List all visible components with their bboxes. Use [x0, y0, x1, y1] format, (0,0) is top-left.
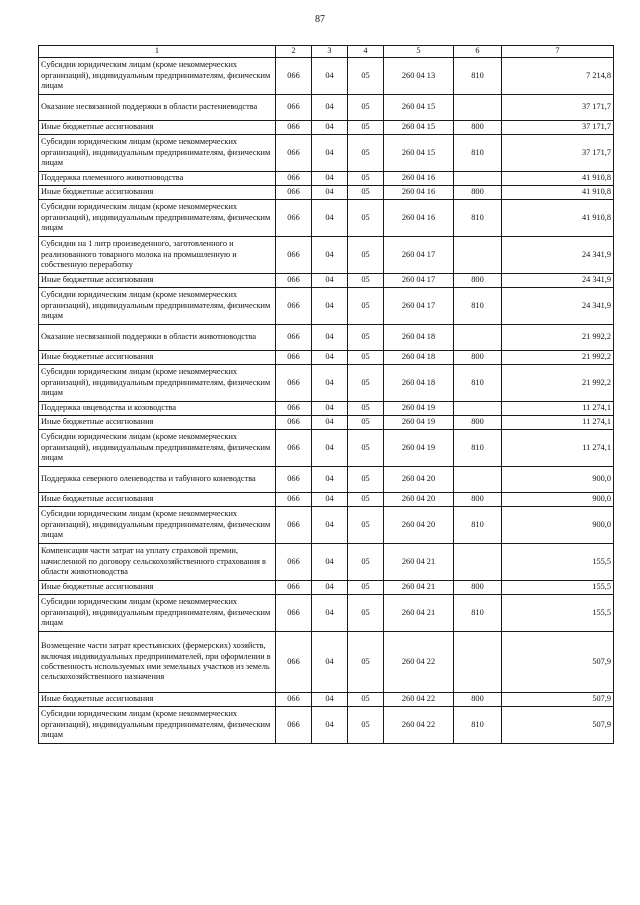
- row-code-expense-type: [454, 95, 502, 121]
- row-amount: 155,5: [502, 581, 614, 595]
- row-code-section: 04: [312, 430, 348, 467]
- row-code-target: 260 04 16: [384, 200, 454, 237]
- row-code-subsection: 05: [348, 325, 384, 351]
- row-code-ministry: 066: [276, 351, 312, 365]
- row-code-target: 260 04 19: [384, 416, 454, 430]
- row-description: Субсидии юридическим лицам (кроме некоммерческих организаций), индивидуальным предпринимателям, физическим лицам: [39, 135, 276, 172]
- row-amount: 11 274,1: [502, 416, 614, 430]
- row-code-target: 260 04 18: [384, 365, 454, 402]
- header-col-2: 2: [276, 46, 312, 58]
- row-amount: 21 992,2: [502, 351, 614, 365]
- table-row: [39, 237, 614, 274]
- row-description: Поддержка племенного животноводства: [39, 172, 276, 186]
- row-code-section: 04: [312, 325, 348, 351]
- row-description: Субсидии на 1 литр произведенного, заготовленного и реализованного товарного молока на промышленную и собственную переработку: [39, 237, 276, 274]
- row-code-ministry: 066: [276, 135, 312, 172]
- row-code-ministry: 066: [276, 467, 312, 493]
- row-code-subsection: 05: [348, 493, 384, 507]
- row-code-target: 260 04 15: [384, 95, 454, 121]
- header-col-6: 6: [454, 46, 502, 58]
- row-code-target: 260 04 20: [384, 507, 454, 544]
- row-description: Субсидии юридическим лицам (кроме некоммерческих организаций), индивидуальным предпринимателям, физическим лицам: [39, 707, 276, 744]
- row-code-subsection: 05: [348, 632, 384, 693]
- row-code-target: 260 04 17: [384, 274, 454, 288]
- table-row: [39, 58, 614, 95]
- row-code-target: 260 04 20: [384, 493, 454, 507]
- row-code-subsection: 05: [348, 121, 384, 135]
- row-code-ministry: 066: [276, 595, 312, 632]
- row-code-section: 04: [312, 237, 348, 274]
- table-row: [39, 95, 614, 121]
- row-description: Субсидии юридическим лицам (кроме некоммерческих организаций), индивидуальным предпринимателям, физическим лицам: [39, 365, 276, 402]
- row-amount: 24 341,9: [502, 274, 614, 288]
- row-code-subsection: 05: [348, 507, 384, 544]
- row-code-section: 04: [312, 365, 348, 402]
- row-code-section: 04: [312, 467, 348, 493]
- row-amount: 11 274,1: [502, 402, 614, 416]
- row-amount: 155,5: [502, 595, 614, 632]
- row-code-section: 04: [312, 581, 348, 595]
- row-code-expense-type: [454, 402, 502, 416]
- row-code-expense-type: 810: [454, 595, 502, 632]
- row-code-section: 04: [312, 58, 348, 95]
- row-code-target: 260 04 17: [384, 288, 454, 325]
- row-code-ministry: 066: [276, 200, 312, 237]
- row-description: Субсидии юридическим лицам (кроме некоммерческих организаций), индивидуальным предпринимателям, физическим лицам: [39, 288, 276, 325]
- row-amount: 507,9: [502, 632, 614, 693]
- row-description: Оказание несвязанной поддержки в области животноводства: [39, 325, 276, 351]
- row-code-section: 04: [312, 351, 348, 365]
- row-code-expense-type: 800: [454, 351, 502, 365]
- row-code-target: 260 04 19: [384, 402, 454, 416]
- row-code-subsection: 05: [348, 237, 384, 274]
- table-row: [39, 172, 614, 186]
- header-row: [39, 46, 614, 58]
- row-description: Иные бюджетные ассигнования: [39, 581, 276, 595]
- row-code-expense-type: 810: [454, 430, 502, 467]
- row-description: Иные бюджетные ассигнования: [39, 416, 276, 430]
- row-code-target: 260 04 19: [384, 430, 454, 467]
- row-amount: 900,0: [502, 467, 614, 493]
- table-row: [39, 467, 614, 493]
- row-description: Иные бюджетные ассигнования: [39, 493, 276, 507]
- row-code-subsection: 05: [348, 581, 384, 595]
- row-code-ministry: 066: [276, 402, 312, 416]
- row-description: Оказание несвязанной поддержки в области растениеводства: [39, 95, 276, 121]
- row-code-target: 260 04 22: [384, 632, 454, 693]
- row-code-subsection: 05: [348, 402, 384, 416]
- row-code-expense-type: [454, 237, 502, 274]
- row-code-section: 04: [312, 402, 348, 416]
- row-code-subsection: 05: [348, 544, 384, 581]
- row-description: Возмещение части затрат крестьянских (фермерских) хозяйств, включая индивидуальных предпринимателей, при оформлении в собственность используемых ими земельных участков из земель сельскохозяйственного назначения: [39, 632, 276, 693]
- row-code-expense-type: [454, 544, 502, 581]
- row-code-subsection: 05: [348, 365, 384, 402]
- table-row: [39, 288, 614, 325]
- row-amount: 11 274,1: [502, 430, 614, 467]
- row-code-section: 04: [312, 707, 348, 744]
- row-code-expense-type: 810: [454, 58, 502, 95]
- row-code-target: 260 04 20: [384, 467, 454, 493]
- row-code-section: 04: [312, 135, 348, 172]
- row-code-ministry: 066: [276, 581, 312, 595]
- table-row: [39, 135, 614, 172]
- table-row: [39, 121, 614, 135]
- row-code-section: 04: [312, 121, 348, 135]
- row-code-section: 04: [312, 172, 348, 186]
- table-row: [39, 365, 614, 402]
- row-code-ministry: 066: [276, 325, 312, 351]
- row-amount: 24 341,9: [502, 237, 614, 274]
- row-description: Поддержка северного оленеводства и табунного коневодства: [39, 467, 276, 493]
- table-row: [39, 707, 614, 744]
- row-code-expense-type: [454, 172, 502, 186]
- row-code-ministry: 066: [276, 121, 312, 135]
- table-row: [39, 544, 614, 581]
- row-code-expense-type: [454, 325, 502, 351]
- table-row: [39, 693, 614, 707]
- row-code-subsection: 05: [348, 186, 384, 200]
- row-code-section: 04: [312, 693, 348, 707]
- row-code-target: 260 04 17: [384, 237, 454, 274]
- table-row: [39, 581, 614, 595]
- row-code-expense-type: 800: [454, 493, 502, 507]
- row-description: Субсидии юридическим лицам (кроме некоммерческих организаций), индивидуальным предпринимателям, физическим лицам: [39, 595, 276, 632]
- row-code-ministry: 066: [276, 186, 312, 200]
- row-code-target: 260 04 21: [384, 581, 454, 595]
- row-amount: 507,9: [502, 707, 614, 744]
- table-row: [39, 325, 614, 351]
- row-code-subsection: 05: [348, 288, 384, 325]
- row-code-target: 260 04 15: [384, 135, 454, 172]
- row-code-subsection: 05: [348, 135, 384, 172]
- row-amount: 37 171,7: [502, 121, 614, 135]
- row-amount: 7 214,8: [502, 58, 614, 95]
- row-description: Субсидии юридическим лицам (кроме некоммерческих организаций), индивидуальным предпринимателям, физическим лицам: [39, 58, 276, 95]
- header-col-1: 1: [39, 46, 276, 58]
- row-code-expense-type: 810: [454, 707, 502, 744]
- row-code-ministry: 066: [276, 288, 312, 325]
- row-code-target: 260 04 16: [384, 186, 454, 200]
- row-code-section: 04: [312, 507, 348, 544]
- row-code-expense-type: [454, 632, 502, 693]
- row-code-target: 260 04 22: [384, 707, 454, 744]
- row-code-expense-type: 800: [454, 416, 502, 430]
- row-code-target: 260 04 13: [384, 58, 454, 95]
- row-amount: 900,0: [502, 507, 614, 544]
- row-code-target: 260 04 18: [384, 325, 454, 351]
- table-row: [39, 402, 614, 416]
- row-description: Субсидии юридическим лицам (кроме некоммерческих организаций), индивидуальным предпринимателям, физическим лицам: [39, 430, 276, 467]
- row-description: Поддержка овцеводства и козоводства: [39, 402, 276, 416]
- row-code-subsection: 05: [348, 595, 384, 632]
- row-amount: 507,9: [502, 693, 614, 707]
- row-code-expense-type: 800: [454, 693, 502, 707]
- row-amount: 900,0: [502, 493, 614, 507]
- table-row: [39, 186, 614, 200]
- row-code-section: 04: [312, 288, 348, 325]
- row-code-subsection: 05: [348, 416, 384, 430]
- row-amount: 37 171,7: [502, 135, 614, 172]
- row-code-expense-type: 800: [454, 186, 502, 200]
- row-code-subsection: 05: [348, 467, 384, 493]
- row-code-target: 260 04 21: [384, 544, 454, 581]
- row-code-section: 04: [312, 632, 348, 693]
- table-row: [39, 351, 614, 365]
- row-code-ministry: 066: [276, 365, 312, 402]
- row-amount: 41 910,8: [502, 200, 614, 237]
- row-amount: 155,5: [502, 544, 614, 581]
- row-code-subsection: 05: [348, 274, 384, 288]
- row-code-ministry: 066: [276, 707, 312, 744]
- row-description: Субсидии юридическим лицам (кроме некоммерческих организаций), индивидуальным предпринимателям, физическим лицам: [39, 200, 276, 237]
- row-code-target: 260 04 16: [384, 172, 454, 186]
- row-code-section: 04: [312, 595, 348, 632]
- row-code-subsection: 05: [348, 58, 384, 95]
- row-description: Иные бюджетные ассигнования: [39, 274, 276, 288]
- row-description: Компенсация части затрат на уплату страховой премии, начисленной по договору сельскохозяйственного страхования в области животноводства: [39, 544, 276, 581]
- row-code-expense-type: 800: [454, 121, 502, 135]
- table-row: [39, 595, 614, 632]
- row-amount: 24 341,9: [502, 288, 614, 325]
- row-code-target: 260 04 18: [384, 351, 454, 365]
- row-code-section: 04: [312, 544, 348, 581]
- row-description: Иные бюджетные ассигнования: [39, 693, 276, 707]
- row-code-target: 260 04 22: [384, 693, 454, 707]
- table-row: [39, 430, 614, 467]
- row-code-ministry: 066: [276, 237, 312, 274]
- row-code-subsection: 05: [348, 200, 384, 237]
- row-code-target: 260 04 21: [384, 595, 454, 632]
- table-row: [39, 416, 614, 430]
- row-code-expense-type: 810: [454, 200, 502, 237]
- table-row: [39, 274, 614, 288]
- row-code-expense-type: 810: [454, 288, 502, 325]
- row-code-ministry: 066: [276, 632, 312, 693]
- row-code-ministry: 066: [276, 274, 312, 288]
- table-row: [39, 493, 614, 507]
- row-description: Иные бюджетные ассигнования: [39, 186, 276, 200]
- row-code-subsection: 05: [348, 172, 384, 186]
- row-code-subsection: 05: [348, 351, 384, 365]
- row-code-ministry: 066: [276, 416, 312, 430]
- row-code-subsection: 05: [348, 95, 384, 121]
- row-code-subsection: 05: [348, 693, 384, 707]
- row-code-ministry: 066: [276, 693, 312, 707]
- row-code-ministry: 066: [276, 95, 312, 121]
- row-code-expense-type: 810: [454, 507, 502, 544]
- row-code-section: 04: [312, 186, 348, 200]
- row-code-expense-type: 800: [454, 274, 502, 288]
- row-amount: 21 992,2: [502, 325, 614, 351]
- row-code-section: 04: [312, 200, 348, 237]
- row-code-section: 04: [312, 493, 348, 507]
- header-col-5: 5: [384, 46, 454, 58]
- row-description: Иные бюджетные ассигнования: [39, 121, 276, 135]
- row-code-expense-type: 810: [454, 135, 502, 172]
- row-code-expense-type: [454, 467, 502, 493]
- row-amount: 37 171,7: [502, 95, 614, 121]
- row-code-section: 04: [312, 416, 348, 430]
- row-amount: 21 992,2: [502, 365, 614, 402]
- row-code-subsection: 05: [348, 430, 384, 467]
- row-code-target: 260 04 15: [384, 121, 454, 135]
- row-code-ministry: 066: [276, 544, 312, 581]
- row-code-ministry: 066: [276, 430, 312, 467]
- row-code-ministry: 066: [276, 507, 312, 544]
- row-code-ministry: 066: [276, 172, 312, 186]
- row-code-section: 04: [312, 274, 348, 288]
- row-description: Субсидии юридическим лицам (кроме некоммерческих организаций), индивидуальным предпринимателям, физическим лицам: [39, 507, 276, 544]
- row-amount: 41 910,8: [502, 172, 614, 186]
- table-row: [39, 507, 614, 544]
- row-amount: 41 910,8: [502, 186, 614, 200]
- row-code-ministry: 066: [276, 493, 312, 507]
- row-description: Иные бюджетные ассигнования: [39, 351, 276, 365]
- page-number: 87: [315, 14, 325, 25]
- row-code-ministry: 066: [276, 58, 312, 95]
- row-code-subsection: 05: [348, 707, 384, 744]
- budget-table: [38, 45, 614, 744]
- table-row: [39, 632, 614, 693]
- table-row: [39, 200, 614, 237]
- row-code-expense-type: 800: [454, 581, 502, 595]
- row-code-expense-type: 810: [454, 365, 502, 402]
- header-col-4: 4: [348, 46, 384, 58]
- header-col-3: 3: [312, 46, 348, 58]
- header-col-7: 7: [502, 46, 614, 58]
- row-code-section: 04: [312, 95, 348, 121]
